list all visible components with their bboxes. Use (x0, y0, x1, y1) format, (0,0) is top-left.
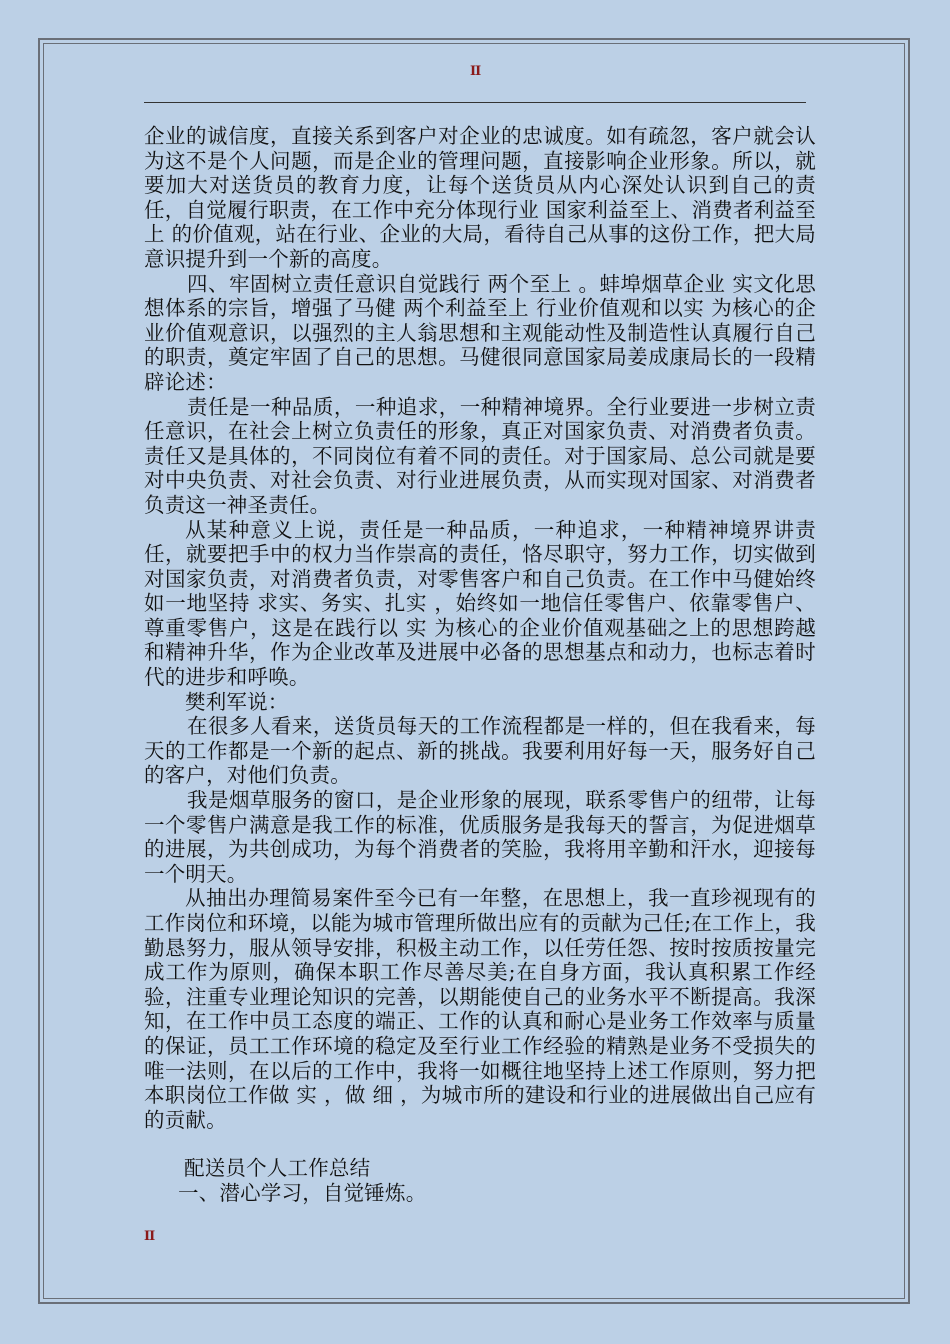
paragraph-quote: 我是烟草服务的窗口，是企业形象的展现，联系零售户的纽带，让每一个零售户满意是我工作的标准，优质服务是我每天的誓言，为促进烟草的进展，为共创成功，为每个消费者的笑脸，我将用辛勤和汗水，迎接每一个明天。 (144, 788, 816, 886)
header-rule (144, 102, 806, 103)
paragraph: 从某种意义上说，责任是一种品质，一种追求，一种精神境界讲责任，就要把手中的权力当作崇高的责任，恪尽职守，努力工作，切实做到对国家负责，对消费者负责，对零售客户和自己负责。在工作中马健始终如一地坚持 求实、务实、扎实 ，始终如一地信任零售户、依靠零售户、尊重零售户，这是在践行以 实 为核心的企业价值观基础之上的思想跨越和精神升华，作为企业改革及进展中必备的思想基点和动力，也标志着时代的进步和呼唤。 (144, 517, 816, 690)
document-body (144, 124, 816, 1206)
paragraph-speaker: 樊利军说： (185, 689, 289, 714)
paragraph-quote: 责任是一种品质，一种追求，一种精神境界。全行业要进一步树立责任意识，在社会上树立负责任的形象，真正对国家负责、对消费者负责。责任又是具体的，不同岗位有着不同的责任。对于国家局、总公司就是要对中央负责、对社会负责、对行业进展负责，从而实现对国家、对消费者负责这一神圣责任。 (144, 394, 816, 517)
paragraph-quote: 在很多人看来，送货员每天的工作流程都是一样的，但在我看来，每天的工作都是一个新的起点、新的挑战。我要利用好每一天，服务好自己的客户，对他们负责。 (144, 714, 816, 788)
paragraph-gap (144, 1132, 816, 1156)
header-mark: II (470, 64, 481, 79)
subheading: 一、潜心学习，自觉锤炼。 (178, 1180, 427, 1205)
section-title: 配送员个人工作总结 (184, 1156, 371, 1181)
paragraph: 企业的诚信度，直接关系到客户对企业的忠诚度。如有疏忽，客户就会认为这不是个人问题，而是企业的管理问题，直接影响企业形象。所以，就要加大对送货员的教育力度，让每个送货员从内心深处认识到自己的责任，自觉履行职责，在工作中充分体现行业 国家利益至上、消费者利益至上 的价值观，站在行业、企业的大局，看待自己从事的这份工作，把大局意识提升到一个新的高度。 (144, 124, 816, 271)
footer-mark: II (144, 1229, 155, 1244)
paragraph: 从抽出办理简易案件至今已有一年整，在思想上，我一直珍视现有的工作岗位和环境，以能为城市管理所做出应有的贡献为己任;在工作上，我勤恳努力，服从领导安排，积极主动工作，以任劳任怨、按时按质按量完成工作为原则，确保本职工作尽善尽美;在自身方面，我认真积累工作经验，注重专业理论知识的完善，以期能使自己的业务水平不断提高。我深知，在工作中员工态度的端正、工作的认真和耐心是业务工作效率与质量的保证，员工工作环境的稳定及至行业工作经验的精熟是业务不受损失的唯一法则，在以后的工作中，我将一如概往地坚持上述工作原则，努力把本职岗位工作做 实 ，做 细 ，为城市所的建设和行业的进展做出自己应有的贡献。 (144, 886, 816, 1132)
paragraph: 四、牢固树立责任意识自觉践行 两个至上 。蚌埠烟草企业 实文化思想体系的宗旨，增强了马健 两个利益至上 行业价值观和以实 为核心的企业价值观意识，以强烈的主人翁思想和主观能动性及制造性认真履行自己的职责，奠定牢固了自己的思想。马健很同意国家局姜成康局长的一段精辟论述： (144, 271, 816, 394)
